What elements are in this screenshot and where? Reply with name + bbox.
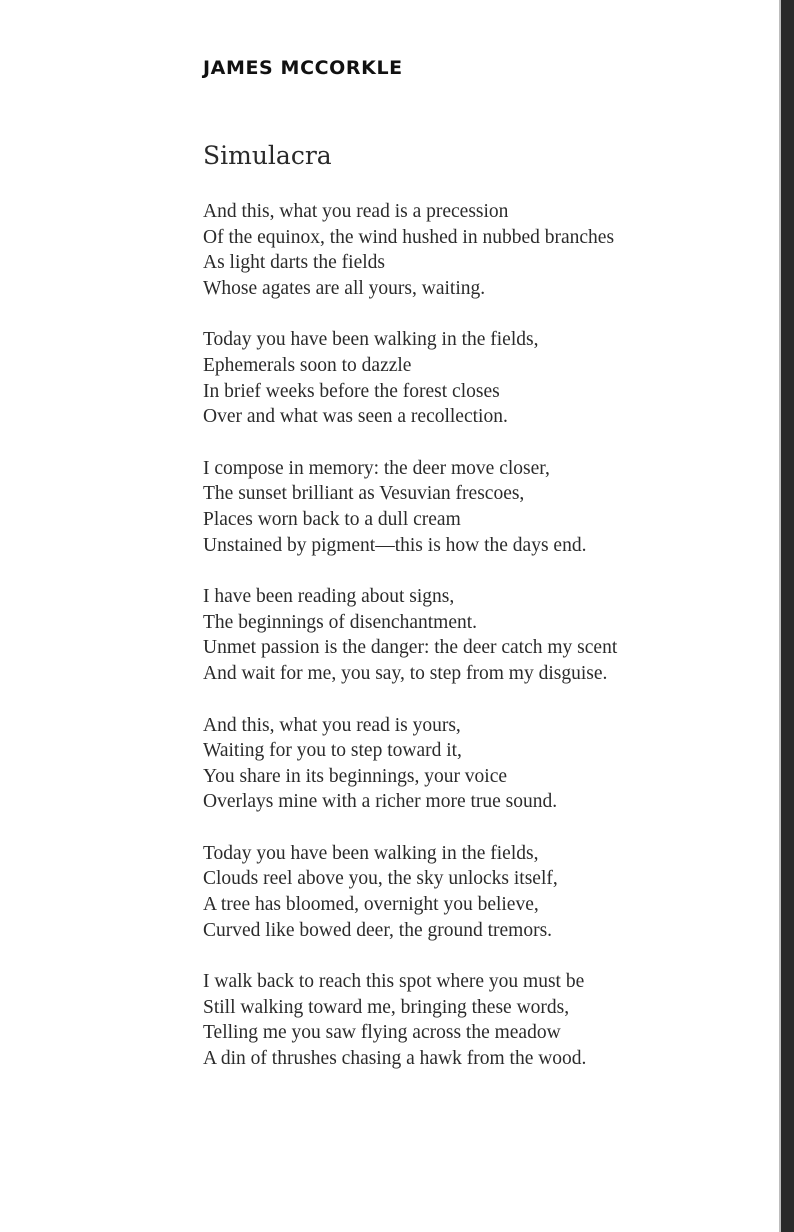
stanza-2 [203,327,617,429]
poem-line: Today you have been walking in the fields, [203,842,539,864]
stanza-3 [203,456,617,558]
poem-line: The sunset brilliant as Vesuvian frescoes, [203,483,525,505]
poem-line: You share in its beginnings, your voice [203,765,508,787]
poem-title: Simulacra [203,141,332,170]
stanza-5 [203,713,617,815]
poem-line: A din of thrushes chasing a hawk from the wood. [203,1048,587,1070]
poem-line: I walk back to reach this spot where you must be [203,971,585,993]
stanza-1 [203,199,617,301]
poem-line: And wait for me, you say, to step from my disguise. [203,662,608,684]
poem-line: The beginnings of disenchantment. [203,611,478,633]
stanza-7 [203,969,617,1071]
stanza-6 [203,841,617,943]
poem-line: Places worn back to a dull cream [203,508,461,530]
poem-line: I compose in memory: the deer move closer, [203,457,550,479]
author-name: JAMES MCCORKLE [203,57,403,79]
stanza-4 [203,584,617,686]
poem-line: Curved like bowed deer, the ground tremors. [203,919,553,941]
poem-line: Ephemerals soon to dazzle [203,354,412,376]
poem-line: A tree has bloomed, overnight you believe, [203,894,539,916]
poem-line: I have been reading about signs, [203,586,455,608]
poem-line: Overlays mine with a richer more true sound. [203,791,558,813]
poem-line: As light darts the fields [203,252,385,274]
poem-line: Over and what was seen a recollection. [203,406,508,428]
poem-line: And this, what you read is yours, [203,714,461,736]
poem-line: Whose agates are all yours, waiting. [203,277,486,299]
poem-line: Waiting for you to step toward it, [203,740,462,762]
poem-line: Clouds reel above you, the sky unlocks itself, [203,868,558,890]
poem-line: Today you have been walking in the fields, [203,329,539,351]
poem-line: And this, what you read is a precession [203,201,509,222]
poem-line: Unstained by pigment—this is how the days end. [203,534,587,556]
poem-line: Unmet passion is the danger: the deer catch my scent [203,637,618,659]
poem-body [203,199,617,1098]
poem-line: In brief weeks before the forest closes [203,380,500,402]
page-edge [781,0,794,1232]
poem-line: Telling me you saw flying across the meadow [203,1022,561,1044]
poem-line: Of the equinox, the wind hushed in nubbed branches [203,226,615,248]
poem-line: Still walking toward me, bringing these words, [203,996,570,1018]
